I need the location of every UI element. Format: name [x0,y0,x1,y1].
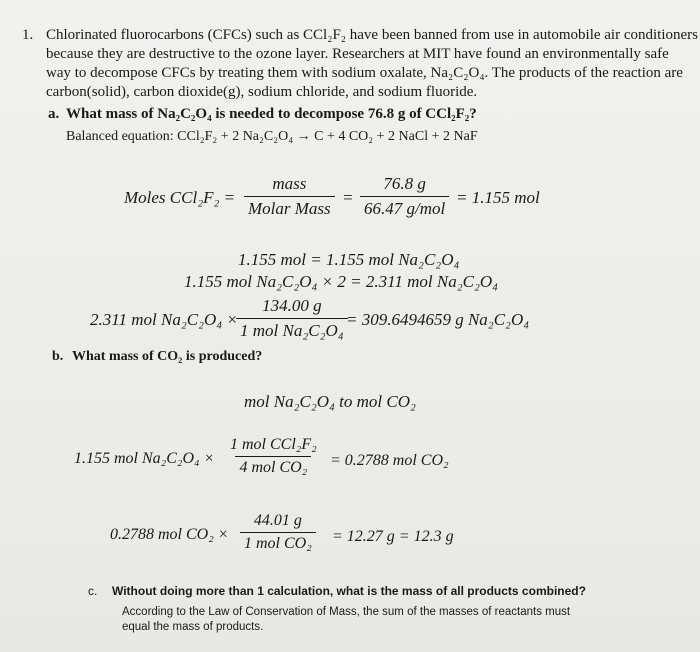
question-number: 1. [22,27,34,43]
part-c-answer-line-1: According to the Law of Conservation of Mass, the sum of the masses of reactants must [122,606,571,618]
moles-result: = 1.155 mol [456,188,540,207]
fraction-denominator: 66.47 g/mol [360,196,449,219]
co2-moles-lhs: 1.155 mol Na₂C₂O₄ × [74,450,215,467]
fraction-numerator: 44.01 g [253,512,302,529]
co2-moles-result: = 0.2788 mol CO₂ [330,452,449,469]
fraction-mass-over-molar-mass [244,174,335,219]
part-b-prompt: What mass of CO₂ is produced? [72,349,263,364]
part-c-prompt: Without doing more than 1 calculation, what is the mass of all products combined? [112,584,586,598]
fraction-numerator: 1 mol CCl₂F₂ [230,436,317,453]
part-c-label: c. [88,584,98,598]
fraction-denominator: 1 mol CO₂ [240,532,316,553]
part-c-answer-line-2: equal the mass of products. [122,621,264,633]
part-b-label: b. [52,349,64,364]
fraction-numerator: 76.8 g [383,174,426,193]
conversion-heading: mol Na₂C₂O₄ to mol CO₂ [244,392,416,411]
question-text-line-2: because they are destructive to the ozone layer. Researchers at MIT have found an environmentally safe [46,46,669,62]
co2-mass-lhs: 0.2788 mol CO₂ × [110,526,229,543]
fraction-denominator: Molar Mass [244,196,335,219]
question-text-line-4: carbon(solid), carbon dioxide(g), sodium chloride, and sodium fluoride. [46,84,478,100]
question-text-line-3: way to decompose CFCs by treating them with sodium oxalate, Na₂C₂O₄. The products of the reaction are [46,65,683,81]
mass-lhs: 2.311 mol Na₂C₂O₄ × [90,310,238,329]
moles-lhs: Moles CCl₂F₂ = [124,188,236,207]
fraction-mole-ratio [226,436,321,477]
balanced-equation: Balanced equation: CCl₂F₂ + 2 Na₂C₂O₄ → C + 4 CO₂ + 2 NaCl + 2 NaF [66,129,478,144]
fraction-co2-molar-mass [240,512,316,553]
fraction-numerator: 134.00 g [262,296,322,315]
fraction-molar-mass [236,296,348,341]
co2-mass-result: = 12.27 g = 12.3 g [332,528,454,545]
fraction-mass-value [360,174,449,219]
step-1: 1.155 mol = 1.155 mol Na₂C₂O₄ [238,250,460,269]
fraction-denominator: 1 mol Na₂C₂O₄ [236,318,348,341]
question-text-line-1: Chlorinated fluorocarbons (CFCs) such as CCl₂F₂ have been banned from use in automobile air conditioners [46,27,698,43]
part-a-label: a. [48,106,60,122]
mass-result: = 309.6494659 g Na₂C₂O₄ [346,310,530,329]
fraction-denominator: 4 mol CO₂ [235,456,311,477]
step-2: 1.155 mol Na₂C₂O₄ × 2 = 2.311 mol Na₂C₂O₄ [184,272,499,291]
equals-sign: = [342,188,354,207]
part-a-prompt: What mass of Na₂C₂O₄ is needed to decompose 76.8 g of CCl₂F₂? [66,106,477,122]
fraction-numerator: mass [272,174,307,193]
